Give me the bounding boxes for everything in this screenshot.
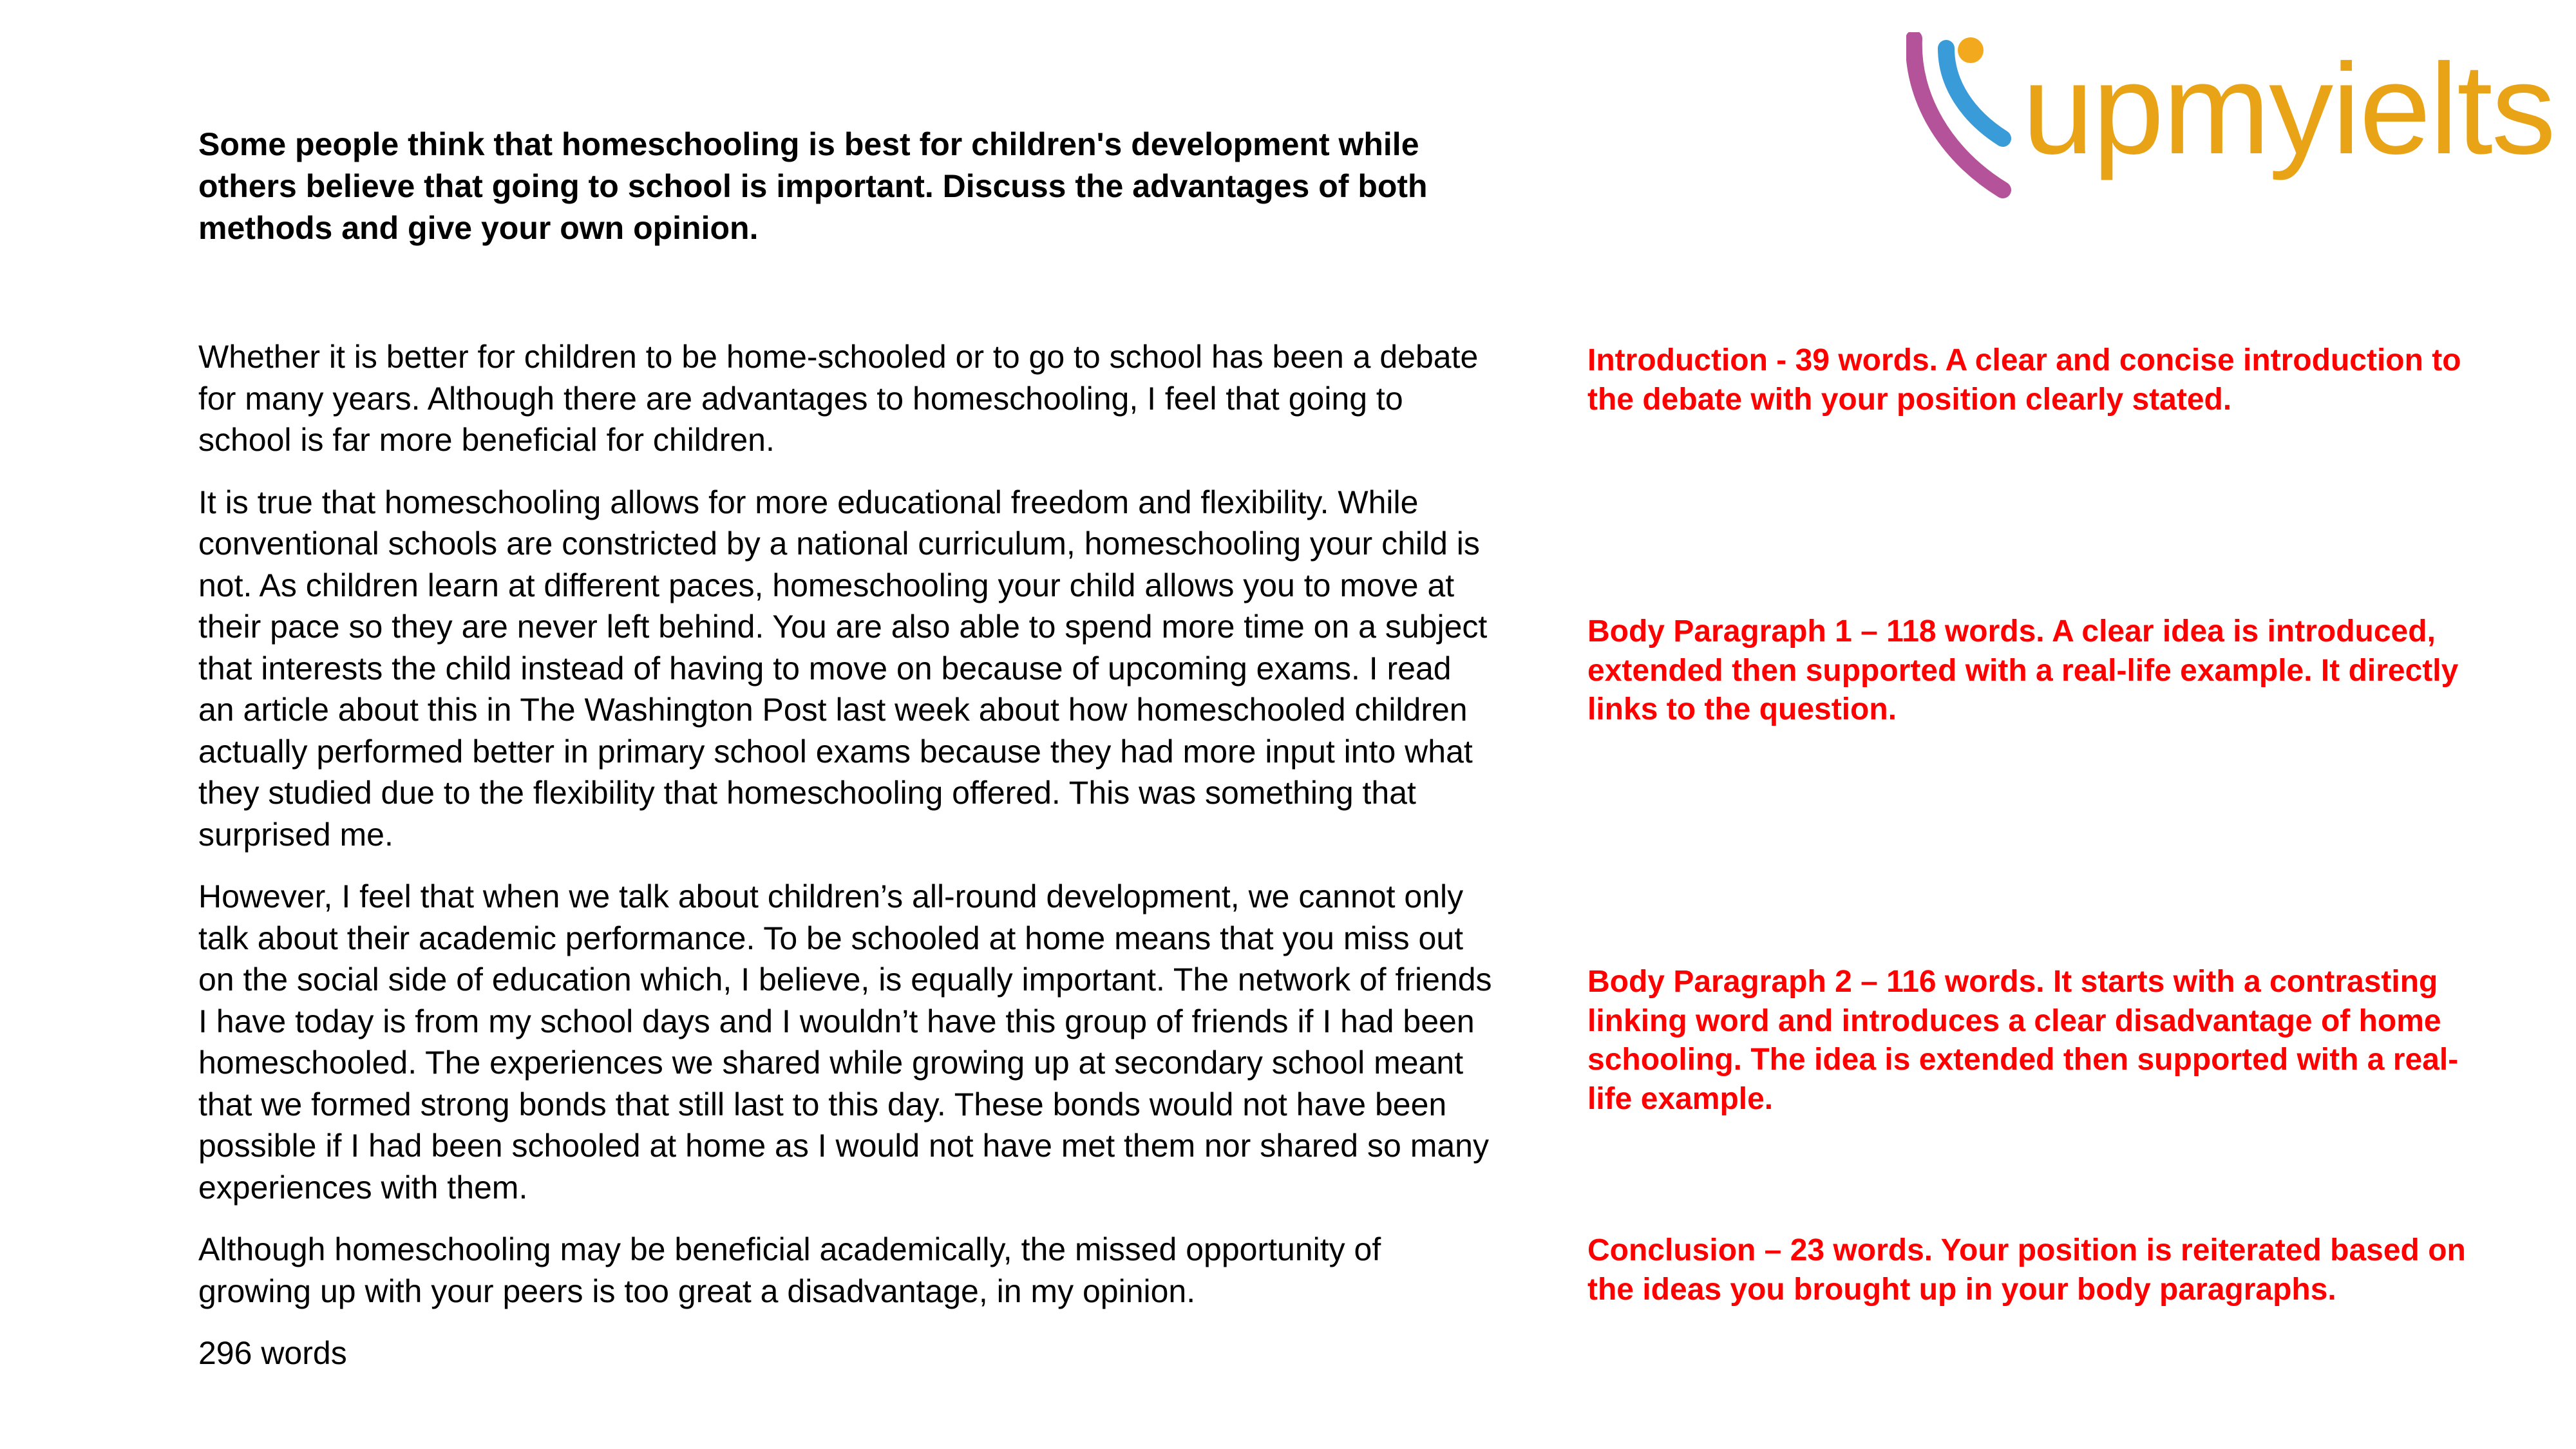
annotation-introduction: Introduction - 39 words. A clear and concise introduction to the debate with your position clearly stated. (1587, 343, 2461, 417)
upmyielts-logo (1906, 32, 2563, 200)
logo-wordmark: upmyielts (2022, 37, 2555, 181)
logo-swoosh-icon (1906, 32, 2035, 200)
annotation-body-1: Body Paragraph 1 – 118 words. A clear idea is introduced, extended then supported with a real-life example. It directly links to the question. (1587, 614, 2459, 726)
annotation-conclusion: Conclusion – 23 words. Your position is reiterated based on the ideas you brought up in your body paragraphs. (1587, 1233, 2466, 1307)
essay-body (198, 336, 1493, 1395)
annotation-body-2: Body Paragraph 2 – 116 words. It starts with a contrasting linking word and introduces a clear disadvantage of home schooling. The idea is extended then supported with a real-life example. (1587, 965, 2459, 1116)
introduction-paragraph: Whether it is better for children to be home-schooled or to go to school has been a debate for many years. Although there are advantages to homeschooling, I feel that going to school is far more beneficial for children. (198, 339, 1479, 458)
essay-question: Some people think that homeschooling is best for children's development while others believe that going to school is important. Discuss the advantages of both methods and give your own opinion. (198, 126, 1428, 246)
word-count: 296 words (198, 1335, 347, 1371)
body-paragraph-1: It is true that homeschooling allows for more educational freedom and flexibility. While conventional schools are constricted by a national curriculum, homeschooling your child is not. As children learn at different paces, homeschooling your child allows you to move at their pace so they are never left behind. You are also able to spend more time on a subject that interests the child instead of having to move on because of upcoming exams. I read an article about this in The Washington Post last week about how homeschooled children actually performed better in primary school exams because they had more input into what they studied due to the flexibility that homeschooling offered. This was something that surprised me. (198, 484, 1488, 853)
conclusion-paragraph: Although homeschooling may be beneficial academically, the missed opportunity of growing up with your peers is too great a disadvantage, in my opinion. (198, 1231, 1381, 1309)
body-paragraph-2: However, I feel that when we talk about children’s all-round development, we cannot only talk about their academic performance. To be schooled at home means that you miss out on the social side of education which, I believe, is equally important. The network of friends I have today is from my school days and I wouldn’t have this group of friends if I had been homeschooled. The experiences we shared while growing up at secondary school meant that we formed strong bonds that still last to this day. These bonds would not have been possible if I had been schooled at home as I would not have met them nor shared so many experiences with them. (198, 878, 1492, 1206)
